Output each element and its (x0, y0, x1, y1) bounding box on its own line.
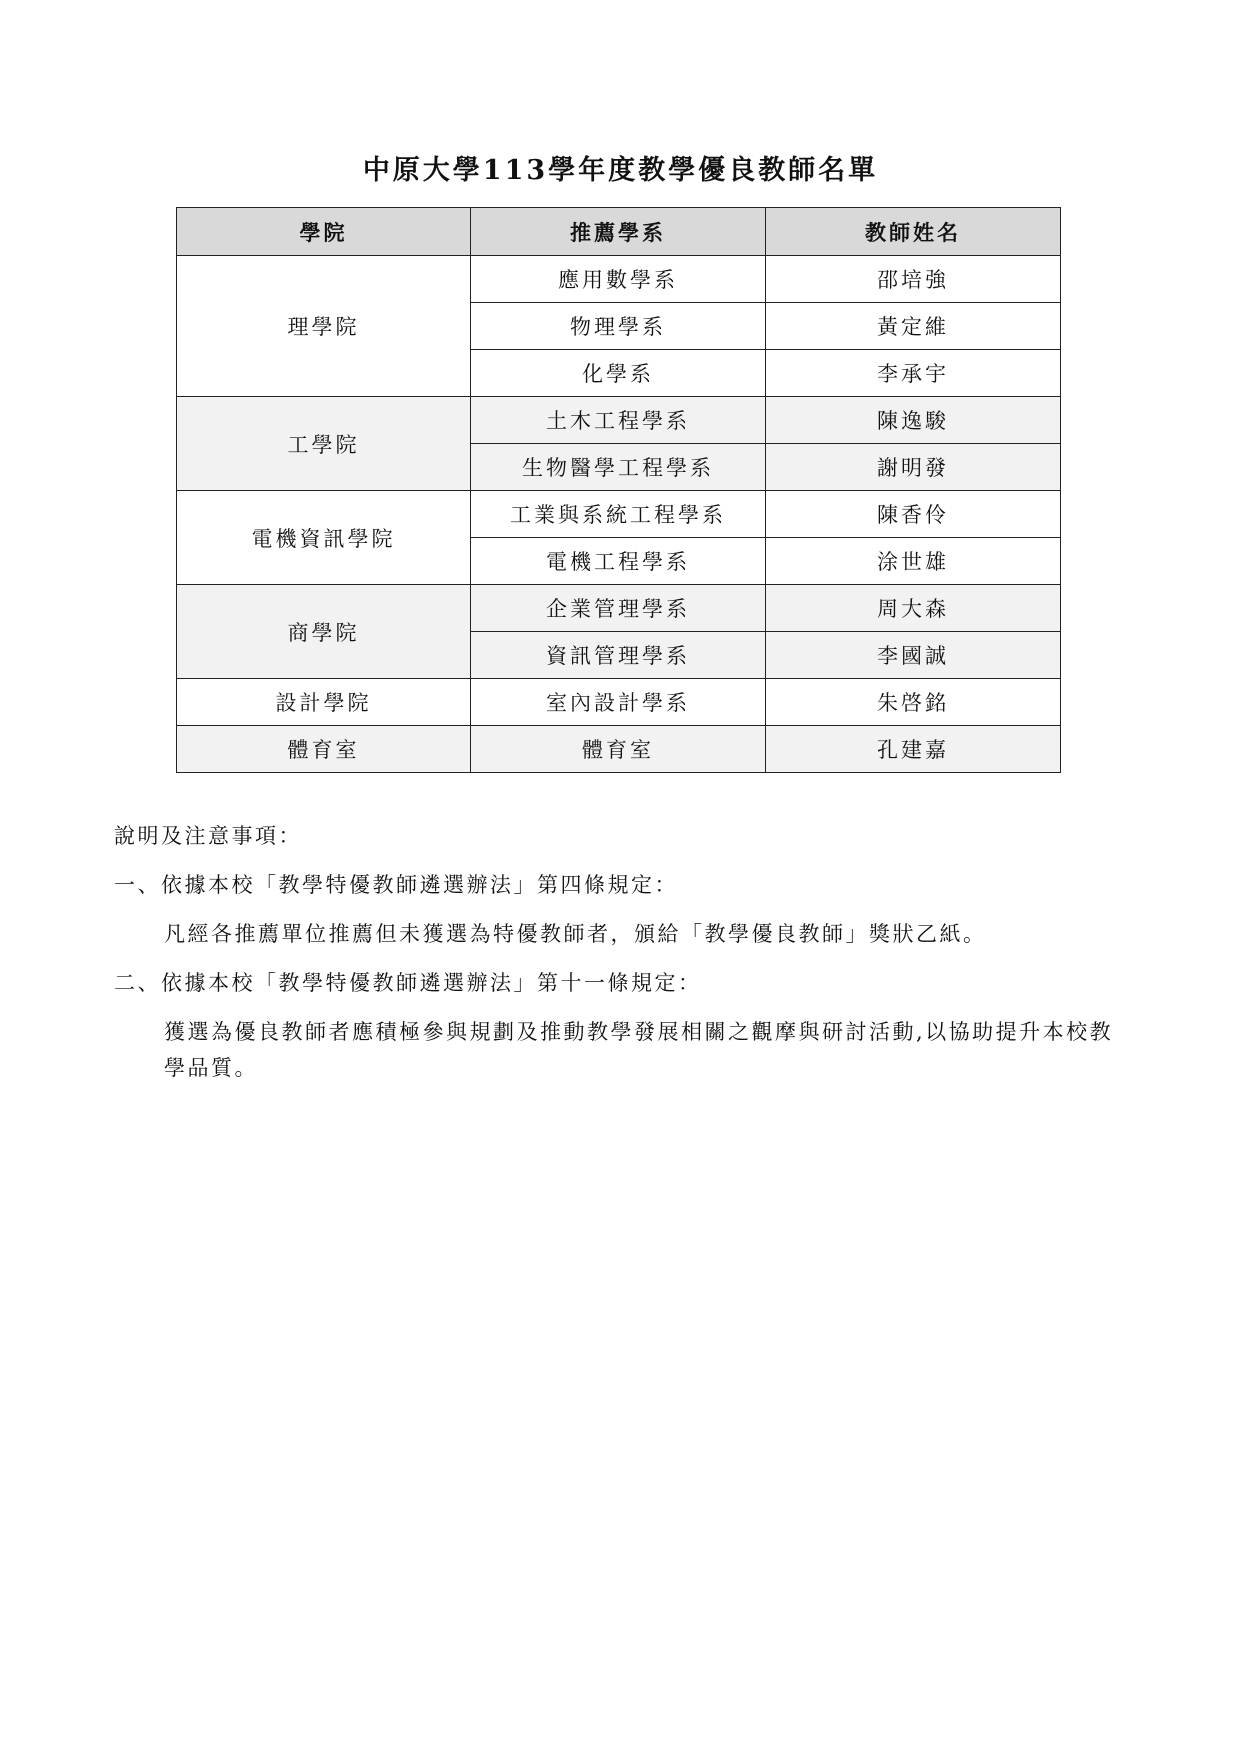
teacher-cell: 李國誠 (766, 632, 1061, 679)
department-cell: 土木工程學系 (471, 397, 766, 444)
teacher-cell: 涂世雄 (766, 538, 1061, 585)
note-item-title: 二、依據本校「教學特優教師遴選辦法」第十一條規定： (114, 971, 702, 995)
college-cell: 商學院 (177, 585, 471, 679)
department-cell: 物理學系 (471, 303, 766, 350)
table-row (177, 256, 1061, 303)
note-item-title: 一、依據本校「教學特優教師遴選辦法」第四條規定： (114, 873, 678, 897)
college-cell: 體育室 (177, 726, 471, 773)
header-department: 推薦學系 (471, 208, 766, 256)
department-cell: 生物醫學工程學系 (471, 444, 766, 491)
department-cell: 室內設計學系 (471, 679, 766, 726)
college-cell: 理學院 (177, 256, 471, 397)
college-cell: 設計學院 (177, 679, 471, 726)
header-teacher-name: 教師姓名 (766, 208, 1061, 256)
table-row (177, 679, 1061, 726)
department-cell: 體育室 (471, 726, 766, 773)
notes-heading: 說明及注意事項： (114, 824, 302, 848)
teacher-list-table (176, 207, 1061, 773)
department-cell: 應用數學系 (471, 256, 766, 303)
teacher-cell: 陳逸駿 (766, 397, 1061, 444)
table-header-row (177, 208, 1061, 256)
teacher-cell: 謝明發 (766, 444, 1061, 491)
department-cell: 企業管理學系 (471, 585, 766, 632)
department-cell: 電機工程學系 (471, 538, 766, 585)
note-item-body: 凡經各推薦單位推薦但未獲選為特優教師者，頒給「教學優良教師」獎狀乙紙。 (164, 922, 987, 946)
teacher-cell: 周大森 (766, 585, 1061, 632)
college-cell: 電機資訊學院 (177, 491, 471, 585)
teacher-cell: 黃定維 (766, 303, 1061, 350)
table-row (177, 585, 1061, 632)
department-cell: 化學系 (471, 350, 766, 397)
teacher-cell: 孔建嘉 (766, 726, 1061, 773)
college-cell: 工學院 (177, 397, 471, 491)
table-row (177, 491, 1061, 538)
teacher-cell: 陳香伶 (766, 491, 1061, 538)
department-cell: 工業與系統工程學系 (471, 491, 766, 538)
teacher-cell: 李承宇 (766, 350, 1061, 397)
teacher-cell: 邵培強 (766, 256, 1061, 303)
notes-section (114, 818, 1134, 1099)
header-college: 學院 (177, 208, 471, 256)
table-row (177, 397, 1061, 444)
page-title: 中原大學113學年度教學優良教師名單 (362, 155, 879, 186)
teacher-cell: 朱啓銘 (766, 679, 1061, 726)
note-item-body: 獲選為優良教師者應積極參與規劃及推動教學發展相關之觀摩與研討活動,以協助提升本校教學品質。 (164, 1020, 1114, 1080)
department-cell: 資訊管理學系 (471, 632, 766, 679)
table-row (177, 726, 1061, 773)
